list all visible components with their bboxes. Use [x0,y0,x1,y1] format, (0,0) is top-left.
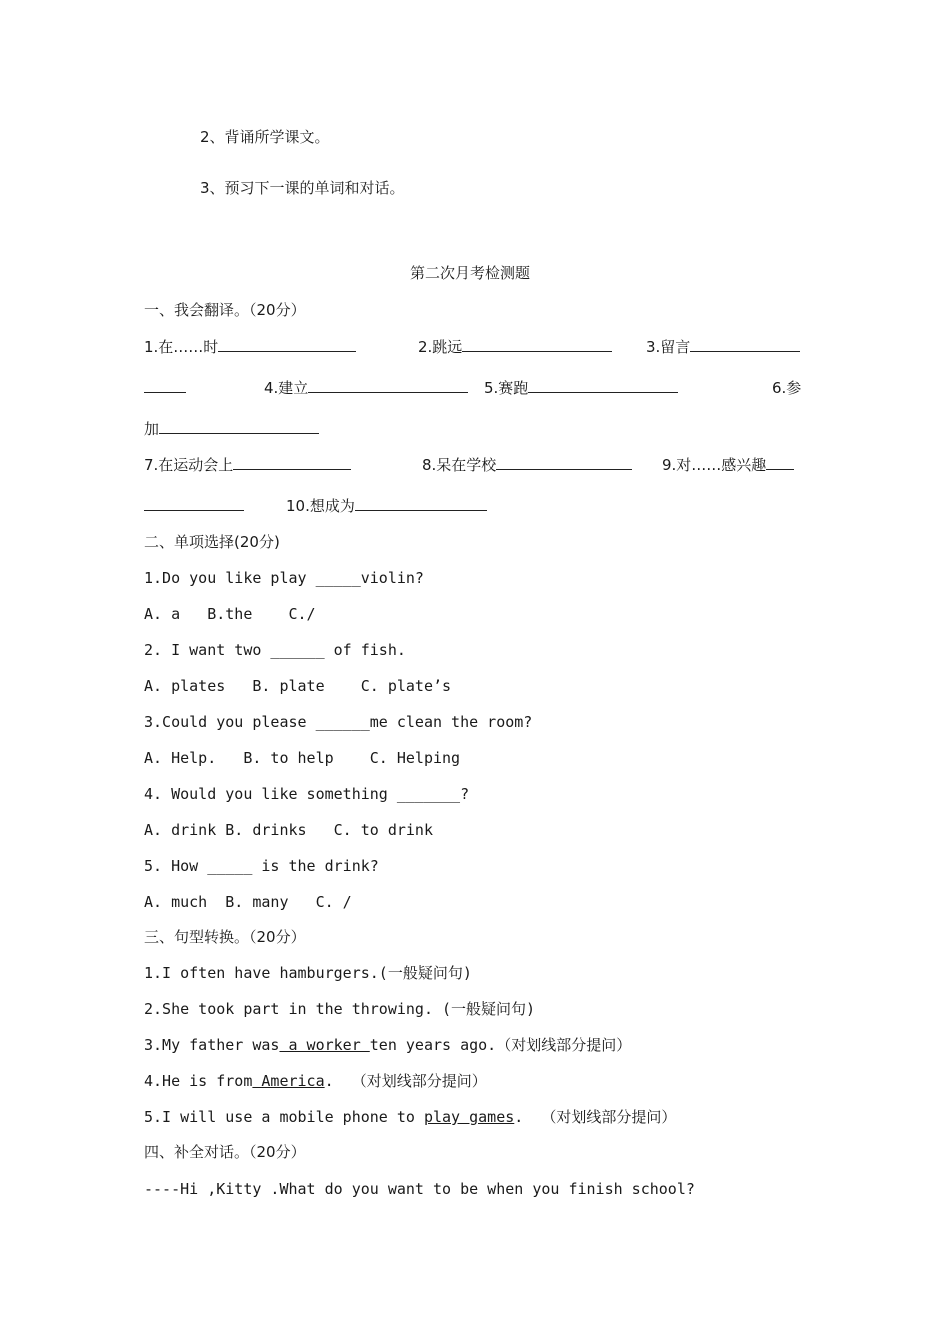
answer-blank[interactable] [355,496,487,511]
section1-heading: 一、我会翻译。（20分） [144,301,306,319]
answer-blank[interactable] [233,455,351,470]
s2-options-1: A. a B.the C./ [144,605,316,623]
s1-item-2-label: 2.跳远 [418,338,463,356]
s4-dialogue-line-1: ----Hi ,Kitty .What do you want to be when you finish school? [144,1180,695,1198]
s2-options-2: A. plates B. plate C. plate’s [144,677,452,695]
s1-item-3-label: 3.留言 [646,338,691,356]
answer-blank[interactable] [218,337,356,352]
s3-q5-underlined: play games [423,1108,515,1126]
s1-item-8 [422,455,632,475]
s1-item-3 [646,337,800,357]
intro-item-2: 2、背诵所学课文。 [200,128,330,146]
s1-item-9 [662,455,794,475]
answer-blank[interactable] [144,378,186,393]
s1-item-6-label: 加 [144,420,160,438]
answer-blank[interactable] [690,337,800,352]
s1-item-4 [264,378,468,398]
page-title: 第二次月考检测题 [410,264,531,282]
s3-q3-underlined: a worker [279,1036,370,1054]
s3-q5-text: 5.I will use a mobile phone to [144,1108,424,1126]
s3-q3-suffix: ten years ago.（对划线部分提问） [369,1036,632,1054]
s3-q4-text: 4.He is from [144,1072,253,1090]
s1-item-9-cont [144,496,244,516]
s1-item-10 [286,496,487,516]
s1-item-6-cont [144,419,319,439]
section2-heading: 二、单项选择(20分) [144,533,280,551]
answer-blank[interactable] [528,378,678,393]
answer-blank[interactable] [159,419,319,434]
s3-question-2: 2.She took part in the throwing. (一般疑问句) [144,1000,536,1018]
s1-item-1-label: 1.在……时 [144,338,219,356]
intro-item-3: 3、预习下一课的单词和对话。 [200,179,405,197]
s1-item-7-label: 7.在运动会上 [144,456,234,474]
s1-item-5 [484,378,678,398]
s1-item-5-label: 5.赛跑 [484,379,529,397]
s2-question-3: 3.Could you please ______me clean the room? [144,713,533,731]
answer-blank[interactable] [462,337,612,352]
s3-question-4 [144,1071,487,1091]
s3-question-5 [144,1107,676,1127]
s3-question-3 [144,1035,631,1055]
section3-heading: 三、句型转换。（20分） [144,928,306,946]
s2-question-1: 1.Do you like play _____violin? [144,569,424,587]
s2-options-4: A. drink B. drinks C. to drink [144,821,433,839]
s3-q5-suffix: . （对划线部分提问） [514,1108,677,1126]
s1-item-8-label: 8.呆在学校 [422,456,497,474]
answer-blank[interactable] [308,378,468,393]
s1-item-3-cont [144,378,186,398]
s1-item-7 [144,455,351,475]
answer-blank[interactable] [144,496,244,511]
answer-blank[interactable] [496,455,632,470]
s2-question-4: 4. Would you like something _______? [144,785,470,803]
s3-q4-suffix: . （对划线部分提问） [324,1072,487,1090]
s2-question-2: 2. I want two ______ of fish. [144,641,406,659]
s1-item-4-label: 4.建立 [264,379,309,397]
s2-options-3: A. Help. B. to help C. Helping [144,749,461,767]
s2-question-5: 5. How _____ is the drink? [144,857,379,875]
s1-item-10-label: 10.想成为 [286,497,355,515]
section4-heading: 四、补全对话。（20分） [144,1143,306,1161]
s3-q4-underlined: America [252,1072,325,1090]
s2-options-5: A. much B. many C. / [144,893,352,911]
s1-item-9-label: 9.对……感兴趣 [662,456,767,474]
s3-q3-text: 3.My father was [144,1036,280,1054]
answer-blank[interactable] [766,455,794,470]
s1-item-2 [418,337,612,357]
s3-question-1: 1.I often have hamburgers.(一般疑问句) [144,964,472,982]
s1-item-1 [144,337,356,357]
s1-item-6: 6.参 [772,379,802,397]
